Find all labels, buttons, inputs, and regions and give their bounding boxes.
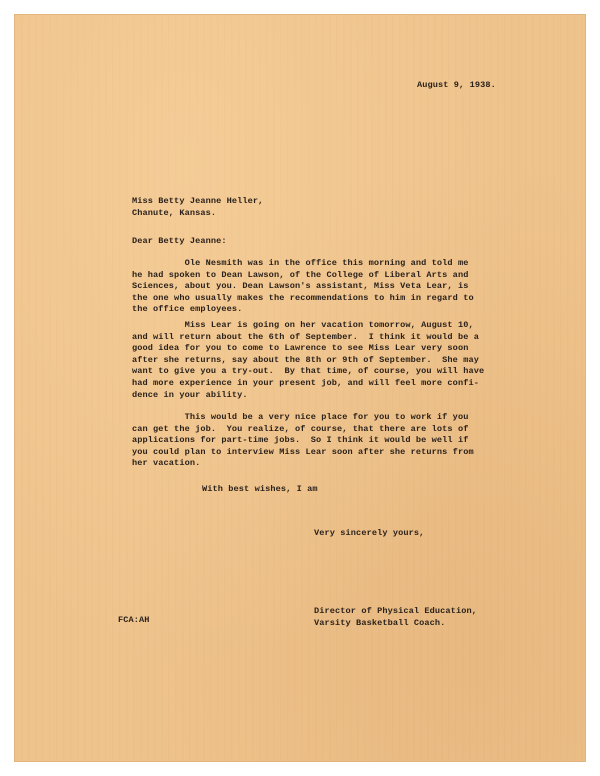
body-paragraph-3 (132, 412, 474, 470)
line: Sciences, about you. Dean Lawson's assistant, Miss Veta Lear, is (132, 281, 469, 292)
line: had more experience in your present job, and will feel more confi- (132, 377, 479, 388)
signature-title: Director of Physical Education, (314, 606, 477, 616)
line: Miss Lear is going on her vacation tomorrow, August 10, (132, 320, 474, 330)
valediction: Very sincerely yours, (314, 528, 425, 538)
recipient-city: Chanute, Kansas. (132, 207, 217, 218)
line: you could plan to interview Miss Lear soon after she returns from (132, 446, 474, 457)
recipient-name: Miss Betty Jeanne Heller, (132, 196, 264, 206)
line: and will return about the 6th of September. I think it would be a (132, 331, 479, 342)
line: her vacation. (132, 458, 201, 469)
line: the office employees. (132, 304, 243, 315)
salutation: Dear Betty Jeanne: (132, 236, 227, 246)
body-paragraph-2 (132, 320, 484, 401)
letter-page (14, 14, 586, 762)
line: good idea for you to come to Lawrence to see Miss Lear very soon (132, 343, 469, 354)
line: applications for part-time jobs. So I think it would be well if (132, 435, 469, 446)
line: after she returns, say about the 8th or 9th of September. She may (132, 354, 479, 365)
line: This would be a very nice place for you to work if you (132, 412, 469, 422)
body-paragraph-1 (132, 258, 474, 316)
letter-date: August 9, 1938. (417, 80, 496, 90)
line: can get the job. You realize, of course, that there are lots of (132, 423, 469, 434)
line: Ole Nesmith was in the office this morning and told me (132, 258, 469, 268)
line: the one who usually makes the recommendations to him in regard to (132, 292, 474, 303)
signature-block (314, 606, 477, 629)
line: dence in your ability. (132, 389, 248, 400)
line: he had spoken to Dean Lawson, of the College of Liberal Arts and (132, 269, 469, 280)
typist-initials: FCA:AH (118, 615, 150, 625)
recipient-address (132, 196, 263, 219)
line: want to give you a try-out. By that time, of course, you will have (132, 366, 485, 377)
closing-line: With best wishes, I am (202, 484, 318, 494)
signature-role: Varsity Basketball Coach. (314, 617, 446, 628)
